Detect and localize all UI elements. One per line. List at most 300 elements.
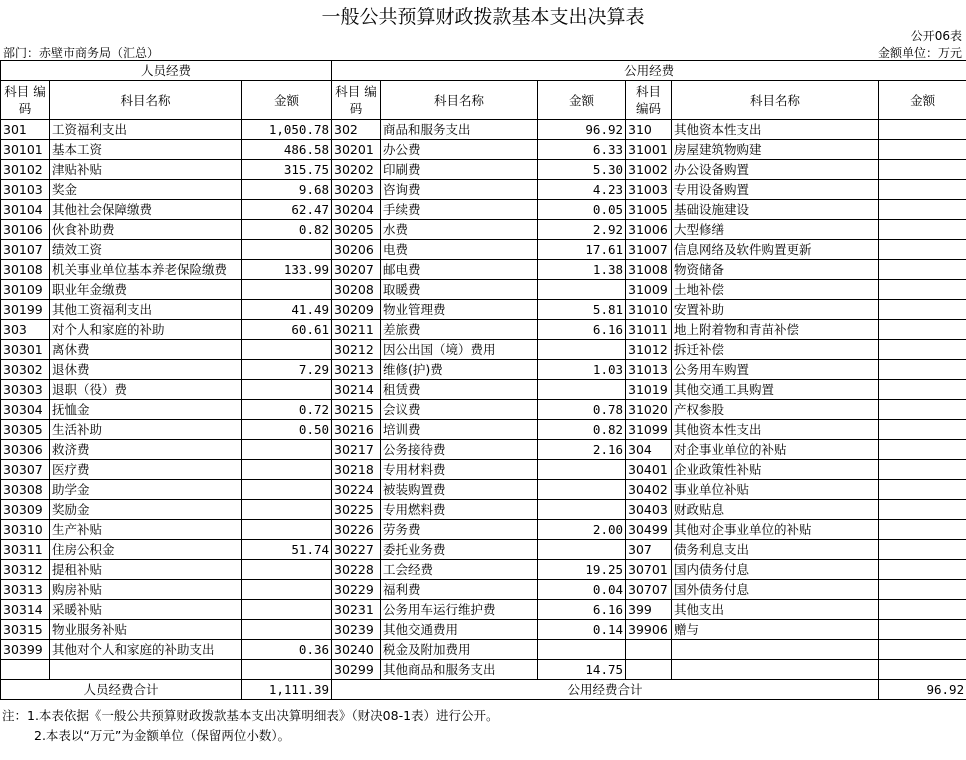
table-row <box>1 180 966 200</box>
group-public-header: 公用经费 <box>332 61 966 81</box>
row-amount <box>538 500 626 520</box>
row-amount: 5.30 <box>538 160 626 180</box>
table-row <box>1 220 966 240</box>
row-name: 津贴补贴 <box>50 160 242 180</box>
table-row <box>1 400 966 420</box>
row-name: 退休费 <box>50 360 242 380</box>
row-name: 购房补贴 <box>50 580 242 600</box>
row-name: 其他工资福利支出 <box>50 300 242 320</box>
page-title: 一般公共预算财政拨款基本支出决算表 <box>321 6 645 28</box>
row-amount <box>242 480 332 500</box>
row-amount: 0.82 <box>242 220 332 240</box>
row-code: 30218 <box>332 460 381 480</box>
row-amount <box>538 460 626 480</box>
row-code: 31019 <box>626 380 672 400</box>
row-name: 赠与 <box>672 620 879 640</box>
row-code: 30107 <box>1 240 50 260</box>
row-name: 产权参股 <box>672 400 879 420</box>
header-amount: 金额 <box>242 81 332 120</box>
row-name: 咨询费 <box>381 180 538 200</box>
row-name: 奖金 <box>50 180 242 200</box>
row-name <box>672 640 879 660</box>
row-code: 30215 <box>332 400 381 420</box>
row-name: 工资福利支出 <box>50 120 242 140</box>
row-name: 其他交通费用 <box>381 620 538 640</box>
row-amount <box>242 660 332 680</box>
row-code <box>1 660 50 680</box>
row-amount: 62.47 <box>242 200 332 220</box>
row-amount: 0.36 <box>242 640 332 660</box>
header-code: 科目 编码 <box>332 81 381 120</box>
row-name: 委托业务费 <box>381 540 538 560</box>
row-amount: 0.14 <box>538 620 626 640</box>
row-amount <box>242 620 332 640</box>
row-name: 机关事业单位基本养老保险缴费 <box>50 260 242 280</box>
row-code: 30308 <box>1 480 50 500</box>
row-name: 土地补偿 <box>672 280 879 300</box>
row-name: 提租补贴 <box>50 560 242 580</box>
row-amount <box>242 380 332 400</box>
row-name: 安置补助 <box>672 300 879 320</box>
row-amount <box>879 340 966 360</box>
header-name: 科目名称 <box>50 81 242 120</box>
row-name: 国外债务付息 <box>672 580 879 600</box>
row-name: 其他资本性支出 <box>672 420 879 440</box>
row-name: 专用设备购置 <box>672 180 879 200</box>
row-name: 生活补助 <box>50 420 242 440</box>
row-amount <box>242 460 332 480</box>
row-code: 310 <box>626 120 672 140</box>
row-name: 基础设施建设 <box>672 200 879 220</box>
row-code: 30315 <box>1 620 50 640</box>
row-name: 医疗费 <box>50 460 242 480</box>
row-name: 其他支出 <box>672 600 879 620</box>
row-amount: 51.74 <box>242 540 332 560</box>
row-code: 30401 <box>626 460 672 480</box>
row-name: 对企事业单位的补贴 <box>672 440 879 460</box>
row-code: 30206 <box>332 240 381 260</box>
row-code: 30103 <box>1 180 50 200</box>
row-code: 30239 <box>332 620 381 640</box>
table-row <box>1 140 966 160</box>
row-name: 印刷费 <box>381 160 538 180</box>
row-amount: 0.72 <box>242 400 332 420</box>
row-code: 307 <box>626 540 672 560</box>
row-amount <box>879 640 966 660</box>
row-amount <box>538 340 626 360</box>
department-label: 部门：赤壁市商务局（汇总） <box>3 46 160 60</box>
row-amount: 9.68 <box>242 180 332 200</box>
row-name: 公务用车运行维护费 <box>381 600 538 620</box>
row-amount <box>242 560 332 580</box>
row-code: 30201 <box>332 140 381 160</box>
row-name: 企业政策性补贴 <box>672 460 879 480</box>
table-row <box>1 240 966 260</box>
row-amount <box>879 160 966 180</box>
row-amount <box>242 440 332 460</box>
row-amount <box>879 300 966 320</box>
row-code: 30216 <box>332 420 381 440</box>
table-row <box>1 360 966 380</box>
row-name: 职业年金缴费 <box>50 280 242 300</box>
row-name: 财政贴息 <box>672 500 879 520</box>
table-row <box>1 280 966 300</box>
row-amount <box>879 260 966 280</box>
row-code: 30225 <box>332 500 381 520</box>
row-code: 30307 <box>1 460 50 480</box>
row-amount <box>879 220 966 240</box>
row-amount: 6.16 <box>538 600 626 620</box>
row-code: 30205 <box>332 220 381 240</box>
row-amount <box>879 600 966 620</box>
row-name: 培训费 <box>381 420 538 440</box>
row-amount <box>879 540 966 560</box>
unit-label: 金额单位：万元 <box>877 46 962 60</box>
row-code: 30224 <box>332 480 381 500</box>
row-amount <box>879 380 966 400</box>
row-code: 31010 <box>626 300 672 320</box>
expenditure-table <box>0 60 966 700</box>
row-code: 30203 <box>332 180 381 200</box>
table-row <box>1 560 966 580</box>
row-amount: 17.61 <box>538 240 626 260</box>
row-amount: 0.82 <box>538 420 626 440</box>
row-amount: 1.03 <box>538 360 626 380</box>
row-amount <box>879 400 966 420</box>
row-amount <box>879 280 966 300</box>
table-row <box>1 540 966 560</box>
row-code: 304 <box>626 440 672 460</box>
notes <box>2 706 499 746</box>
row-name: 抚恤金 <box>50 400 242 420</box>
table-row <box>1 580 966 600</box>
row-code: 30301 <box>1 340 50 360</box>
row-name: 对个人和家庭的补助 <box>50 320 242 340</box>
row-amount <box>879 460 966 480</box>
table-code: 公开06表 <box>910 29 962 43</box>
row-amount: 5.81 <box>538 300 626 320</box>
row-amount <box>538 280 626 300</box>
row-name: 福利费 <box>381 580 538 600</box>
row-name: 生产补贴 <box>50 520 242 540</box>
row-name <box>672 660 879 680</box>
personnel-total-label: 人员经费合计 <box>1 680 242 700</box>
header-code: 科目 编码 <box>626 81 672 120</box>
row-amount <box>879 180 966 200</box>
row-code: 30207 <box>332 260 381 280</box>
public-total-amount: 96.92 <box>879 680 966 700</box>
row-name: 其他资本性支出 <box>672 120 879 140</box>
row-code: 31009 <box>626 280 672 300</box>
row-code: 30231 <box>332 600 381 620</box>
row-code: 30212 <box>332 340 381 360</box>
row-code: 399 <box>626 600 672 620</box>
row-code: 30109 <box>1 280 50 300</box>
row-amount: 6.16 <box>538 320 626 340</box>
row-name: 会议费 <box>381 400 538 420</box>
row-name: 劳务费 <box>381 520 538 540</box>
row-name: 债务利息支出 <box>672 540 879 560</box>
row-amount: 486.58 <box>242 140 332 160</box>
row-code: 30314 <box>1 600 50 620</box>
row-amount <box>879 240 966 260</box>
row-amount: 2.16 <box>538 440 626 460</box>
row-name: 租赁费 <box>381 380 538 400</box>
row-code: 30299 <box>332 660 381 680</box>
row-code: 31003 <box>626 180 672 200</box>
note-1: 注：1.本表依据《一般公共预算财政拨款基本支出决算明细表》（财决08-1表）进行公开。 <box>2 708 499 723</box>
row-code: 31020 <box>626 400 672 420</box>
row-name: 住房公积金 <box>50 540 242 560</box>
row-code: 30202 <box>332 160 381 180</box>
row-name: 公务接待费 <box>381 440 538 460</box>
row-amount <box>242 520 332 540</box>
row-name: 物业服务补贴 <box>50 620 242 640</box>
row-name: 救济费 <box>50 440 242 460</box>
row-amount <box>242 280 332 300</box>
row-code: 30228 <box>332 560 381 580</box>
table-row <box>1 120 966 140</box>
row-name: 其他对个人和家庭的补助支出 <box>50 640 242 660</box>
header-amount: 金额 <box>879 81 966 120</box>
row-code: 30104 <box>1 200 50 220</box>
row-amount: 60.61 <box>242 320 332 340</box>
row-code: 31011 <box>626 320 672 340</box>
row-code: 30217 <box>332 440 381 460</box>
row-amount <box>879 360 966 380</box>
row-code: 30311 <box>1 540 50 560</box>
row-amount <box>242 240 332 260</box>
row-amount <box>879 660 966 680</box>
table-row <box>1 480 966 500</box>
row-code: 30310 <box>1 520 50 540</box>
row-code: 30499 <box>626 520 672 540</box>
row-name: 差旅费 <box>381 320 538 340</box>
table-row <box>1 500 966 520</box>
header-amount: 金额 <box>538 81 626 120</box>
table-row <box>1 420 966 440</box>
table-row <box>1 660 966 680</box>
row-amount <box>879 120 966 140</box>
table-row <box>1 340 966 360</box>
header-name: 科目名称 <box>672 81 879 120</box>
row-amount <box>538 540 626 560</box>
row-code: 31012 <box>626 340 672 360</box>
row-amount: 0.05 <box>538 200 626 220</box>
row-amount: 14.75 <box>538 660 626 680</box>
row-name: 被装购置费 <box>381 480 538 500</box>
row-code: 30211 <box>332 320 381 340</box>
row-name <box>50 660 242 680</box>
row-amount: 315.75 <box>242 160 332 180</box>
note-2: 2.本表以“万元”为金额单位（保留两位小数）。 <box>34 728 291 743</box>
row-code: 30229 <box>332 580 381 600</box>
table-row <box>1 520 966 540</box>
row-name: 伙食补助费 <box>50 220 242 240</box>
row-code: 30707 <box>626 580 672 600</box>
row-amount <box>879 320 966 340</box>
row-code: 30399 <box>1 640 50 660</box>
row-code: 31013 <box>626 360 672 380</box>
row-amount: 6.33 <box>538 140 626 160</box>
row-name: 维修(护)费 <box>381 360 538 380</box>
row-amount: 133.99 <box>242 260 332 280</box>
row-name: 基本工资 <box>50 140 242 160</box>
row-code: 31008 <box>626 260 672 280</box>
row-name: 奖励金 <box>50 500 242 520</box>
row-name: 助学金 <box>50 480 242 500</box>
row-amount: 4.23 <box>538 180 626 200</box>
row-name: 信息网络及软件购置更新 <box>672 240 879 260</box>
row-name: 邮电费 <box>381 260 538 280</box>
row-name: 事业单位补贴 <box>672 480 879 500</box>
row-amount <box>879 140 966 160</box>
table-row <box>1 620 966 640</box>
row-code: 31005 <box>626 200 672 220</box>
row-name: 专用燃料费 <box>381 500 538 520</box>
row-code: 30214 <box>332 380 381 400</box>
row-code <box>626 660 672 680</box>
row-amount <box>538 380 626 400</box>
row-name: 离休费 <box>50 340 242 360</box>
row-code: 30227 <box>332 540 381 560</box>
row-code: 30305 <box>1 420 50 440</box>
row-name: 拆迁补偿 <box>672 340 879 360</box>
group-personnel-header: 人员经费 <box>1 61 332 81</box>
row-code: 30313 <box>1 580 50 600</box>
row-code: 30102 <box>1 160 50 180</box>
row-amount <box>879 420 966 440</box>
row-code: 303 <box>1 320 50 340</box>
row-name: 办公设备购置 <box>672 160 879 180</box>
row-name: 绩效工资 <box>50 240 242 260</box>
row-name: 办公费 <box>381 140 538 160</box>
table-row <box>1 260 966 280</box>
row-amount: 7.29 <box>242 360 332 380</box>
table-row <box>1 160 966 180</box>
row-code: 31099 <box>626 420 672 440</box>
row-amount <box>879 620 966 640</box>
row-code: 30403 <box>626 500 672 520</box>
row-code: 31001 <box>626 140 672 160</box>
row-amount <box>879 560 966 580</box>
row-amount <box>879 580 966 600</box>
public-total-label: 公用经费合计 <box>332 680 879 700</box>
row-amount: 0.78 <box>538 400 626 420</box>
table-row <box>1 440 966 460</box>
row-name: 电费 <box>381 240 538 260</box>
row-code: 31006 <box>626 220 672 240</box>
table-row <box>1 600 966 620</box>
row-code: 30101 <box>1 140 50 160</box>
row-amount: 0.50 <box>242 420 332 440</box>
header-code: 科目 编码 <box>1 81 50 120</box>
row-code: 302 <box>332 120 381 140</box>
row-code <box>626 640 672 660</box>
row-code: 30213 <box>332 360 381 380</box>
row-code: 30701 <box>626 560 672 580</box>
row-name: 其他对企事业单位的补贴 <box>672 520 879 540</box>
row-code: 30309 <box>1 500 50 520</box>
row-amount <box>879 520 966 540</box>
row-name: 物业管理费 <box>381 300 538 320</box>
row-name: 手续费 <box>381 200 538 220</box>
table-row <box>1 640 966 660</box>
row-name: 大型修缮 <box>672 220 879 240</box>
row-name: 国内债务付息 <box>672 560 879 580</box>
row-code: 31007 <box>626 240 672 260</box>
row-amount: 1.38 <box>538 260 626 280</box>
row-code: 30240 <box>332 640 381 660</box>
table-row <box>1 380 966 400</box>
totals-row <box>1 680 966 700</box>
table-row <box>1 200 966 220</box>
row-code: 30312 <box>1 560 50 580</box>
row-name: 商品和服务支出 <box>381 120 538 140</box>
row-name: 公务用车购置 <box>672 360 879 380</box>
row-amount <box>879 200 966 220</box>
row-name: 房屋建筑物购建 <box>672 140 879 160</box>
row-code: 31002 <box>626 160 672 180</box>
row-code: 39906 <box>626 620 672 640</box>
row-code: 30304 <box>1 400 50 420</box>
row-code: 30108 <box>1 260 50 280</box>
row-name: 专用材料费 <box>381 460 538 480</box>
row-amount <box>242 580 332 600</box>
row-amount <box>879 440 966 460</box>
row-name: 其他社会保障缴费 <box>50 200 242 220</box>
row-name: 物资储备 <box>672 260 879 280</box>
row-amount <box>879 500 966 520</box>
row-name: 其他交通工具购置 <box>672 380 879 400</box>
row-code: 30402 <box>626 480 672 500</box>
row-code: 30303 <box>1 380 50 400</box>
row-amount <box>538 640 626 660</box>
row-code: 30106 <box>1 220 50 240</box>
row-name: 水费 <box>381 220 538 240</box>
row-amount <box>242 600 332 620</box>
row-amount: 41.49 <box>242 300 332 320</box>
row-amount <box>879 480 966 500</box>
row-code: 30302 <box>1 360 50 380</box>
row-name: 取暖费 <box>381 280 538 300</box>
row-code: 30204 <box>332 200 381 220</box>
row-amount <box>242 340 332 360</box>
row-amount: 2.92 <box>538 220 626 240</box>
header-name: 科目名称 <box>381 81 538 120</box>
row-amount: 19.25 <box>538 560 626 580</box>
row-code: 30199 <box>1 300 50 320</box>
row-amount: 96.92 <box>538 120 626 140</box>
row-amount <box>538 480 626 500</box>
row-amount: 1,050.78 <box>242 120 332 140</box>
table-row <box>1 300 966 320</box>
row-name: 工会经费 <box>381 560 538 580</box>
table-row <box>1 460 966 480</box>
row-amount: 0.04 <box>538 580 626 600</box>
row-amount: 2.00 <box>538 520 626 540</box>
row-code: 301 <box>1 120 50 140</box>
row-code: 30226 <box>332 520 381 540</box>
row-name: 地上附着物和青苗补偿 <box>672 320 879 340</box>
table-row <box>1 320 966 340</box>
row-name: 因公出国（境）费用 <box>381 340 538 360</box>
row-name: 退职（役）费 <box>50 380 242 400</box>
personnel-total-amount: 1,111.39 <box>242 680 332 700</box>
row-amount <box>242 500 332 520</box>
row-name: 税金及附加费用 <box>381 640 538 660</box>
row-name: 采暖补贴 <box>50 600 242 620</box>
